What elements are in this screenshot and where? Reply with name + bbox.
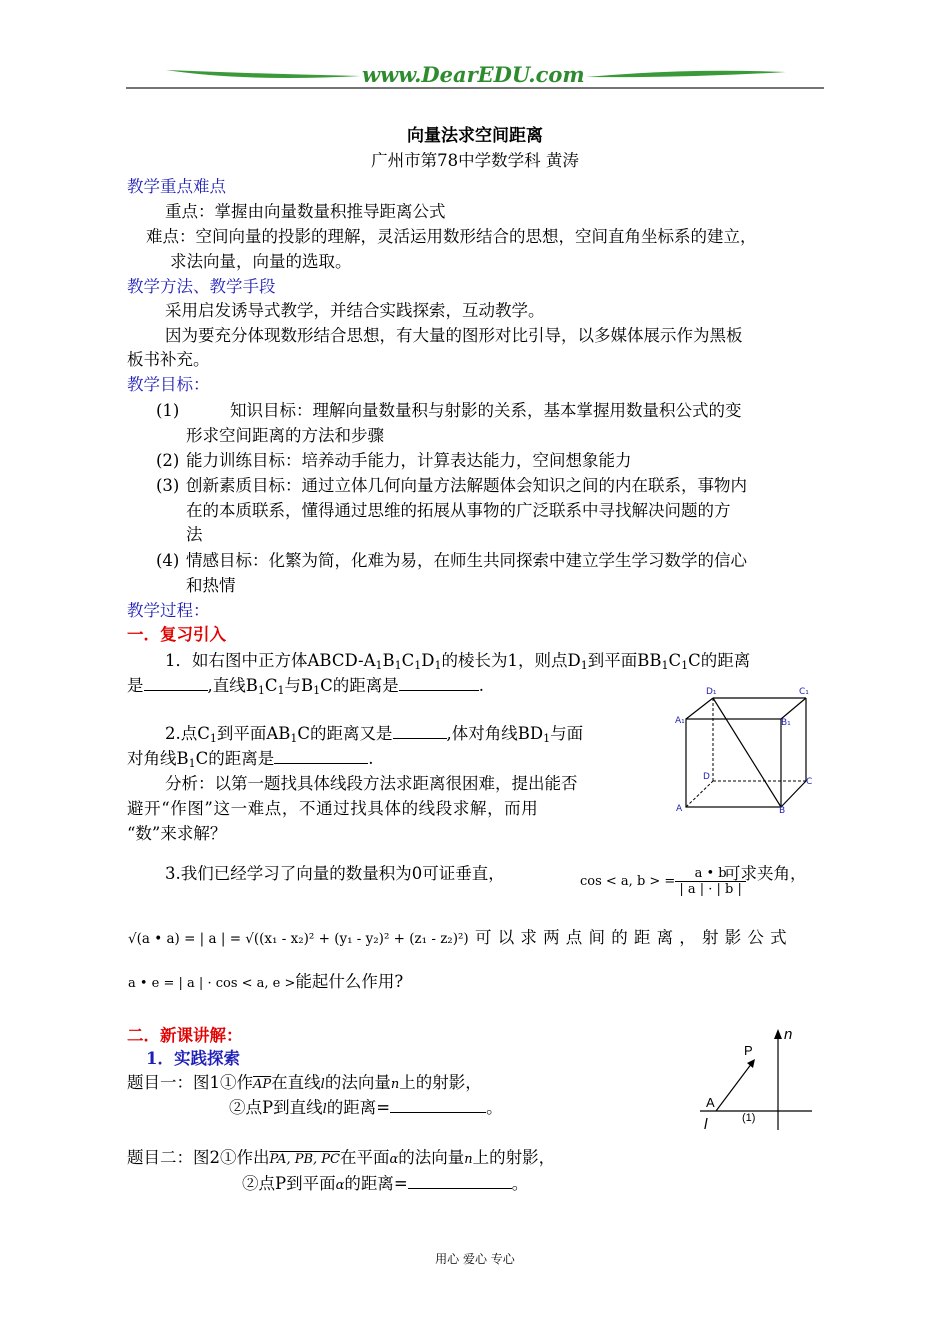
goal-num: (2) <box>156 451 180 470</box>
task-1-line2: ②点P到直线l的距离= 。 <box>229 1098 503 1117</box>
task-1-line1: 题目一：图1①作$\overline{AP}$在直线l的法向量n上的射影， <box>127 1073 482 1092</box>
cube-label-B: B <box>779 806 786 815</box>
analysis-line2: 避开“作图”这一难点，不通过找具体的线段求解，而用 <box>127 799 539 818</box>
author-line: 广州市第78中学数学科 黄涛 <box>371 151 579 170</box>
goal-line: 形求空间距离的方法和步骤 <box>186 426 384 445</box>
cube-label-C1: C₁ <box>799 687 809 697</box>
question-2-line1: 2.点$C_1$到平面$AB_1C$的距离又是 ,体对角线$BD_1$与面 <box>165 724 584 745</box>
part2-heading: 二．新课讲解： <box>127 1026 243 1045</box>
task-2-line1: 题目二：图2①作出PA, PB, PC在平面α的法向量n上的射影， <box>127 1148 556 1167</box>
cube-label-D: D <box>703 772 710 782</box>
fig1-label-P: P <box>744 1043 753 1058</box>
task-2-line2: ②点P到平面α的距离= 。 <box>242 1174 529 1193</box>
goal-num: (3) <box>156 476 180 495</box>
heading-key-points: 教学重点难点 <box>127 177 226 196</box>
fig1-caption: (1) <box>742 1112 756 1124</box>
goal-line: 情感目标：化繁为简，化难为易，在师生共同探索中建立学生学习数学的信心 <box>186 551 747 570</box>
cube-label-A: A <box>676 804 683 814</box>
fig1-label-n: n <box>784 1026 793 1043</box>
subheading-practice: 1．实践探索 <box>146 1049 240 1068</box>
heading-methods: 教学方法、教学手段 <box>127 277 276 296</box>
goal-line: 创新素质目标：通过立体几何向量方法解题体会知识之间的内在联系，事物内 <box>186 476 747 495</box>
question-2-line2: 对角线$B_1C$的距离是 . <box>127 749 374 770</box>
question-3-line2: 可以求两点间的距离，射影公式 <box>475 928 793 947</box>
key-point: 重点：掌握由向量数量积推导距离公式 <box>165 202 446 221</box>
goal-num: (1) <box>156 401 180 420</box>
question-3-line3: a • e = | a | · cos < a, e >能起什么作用? <box>128 972 404 991</box>
cube-figure <box>668 683 818 815</box>
goal-line: 法 <box>186 525 203 544</box>
methods-line3: 板书补充。 <box>127 350 210 369</box>
footer-text: 用心 爱心 专心 <box>435 1252 515 1266</box>
cube-label-D1: D₁ <box>706 687 717 697</box>
goal-line: 在的本质联系，懂得通过思维的拓展从事物的广泛联系中寻找解决问题的方 <box>186 501 731 520</box>
question-3-line1: 3.我们已经学习了向量的数量积为0可证垂直， <box>165 864 505 883</box>
part1-heading: 一．复习引入 <box>127 625 226 644</box>
goal-num: (4) <box>156 551 180 570</box>
cube-label-C: C <box>806 777 813 787</box>
logo-text: www.DearEDU.com <box>362 62 585 87</box>
normal-arrow-icon <box>774 1029 782 1039</box>
methods-line1: 采用启发诱导式教学，并结合实践探索，互动教学。 <box>165 301 545 320</box>
analysis-line3: “数”来求解？ <box>127 824 227 843</box>
goal-line: 和热情 <box>186 576 236 595</box>
header-logo <box>126 60 824 94</box>
difficulty-line1: 难点：空间向量的投影的理解，灵活运用数形结合的思想，空间直角坐标系的建立， <box>146 227 757 246</box>
figure-1 <box>700 1025 820 1135</box>
goal-line: 知识目标：理解向量数量积与射影的关系，基本掌握用数量积公式的变 <box>230 401 742 420</box>
cos-fraction: $\frac{a • b}{| a | \cdot | b |}$ <box>675 866 746 897</box>
vector-arrow-icon <box>747 1059 755 1068</box>
cos-formula: cos < a, b > = $\frac{a • b}{| a | \cdot | b |}$ <box>580 855 746 907</box>
difficulty-line2: 求法向量，向量的选取。 <box>170 252 352 271</box>
question-3-tail: 可求夹角， <box>724 864 807 883</box>
goal-line: 能力训练目标：培养动手能力，计算表达能力，空间想象能力 <box>186 451 632 470</box>
fig1-label-l: l <box>704 1116 708 1133</box>
question-1-line2: 是 ,直线$B_1C_1$与$B_1C$的距离是 . <box>127 676 485 697</box>
distance-formula: √(a • a) = | a | = √((x₁ - x₂)² + (y₁ - y₂)² + (z₁ - z₂)²) <box>128 931 469 947</box>
cube-label-A1: A₁ <box>675 716 685 726</box>
fig1-label-A: A <box>706 1095 715 1110</box>
heading-goals: 教学目标： <box>127 375 210 394</box>
page-title: 向量法求空间距离 <box>407 126 543 146</box>
cube-label-B1: B₁ <box>781 718 791 728</box>
question-1-line1: 1．如右图中正方体ABCD-$A_1B_1C_1D_1$的棱长为1，则点$D_1$到平面$BB_1C_1C$的距离 <box>165 651 751 672</box>
methods-line2: 因为要充分体现数形结合思想，有大量的图形对比引导，以多媒体展示作为黑板 <box>165 326 743 345</box>
heading-process: 教学过程： <box>127 601 210 620</box>
analysis-line1: 分析：以第一题找具体线段方法求距离很困难，提出能否 <box>165 774 578 793</box>
